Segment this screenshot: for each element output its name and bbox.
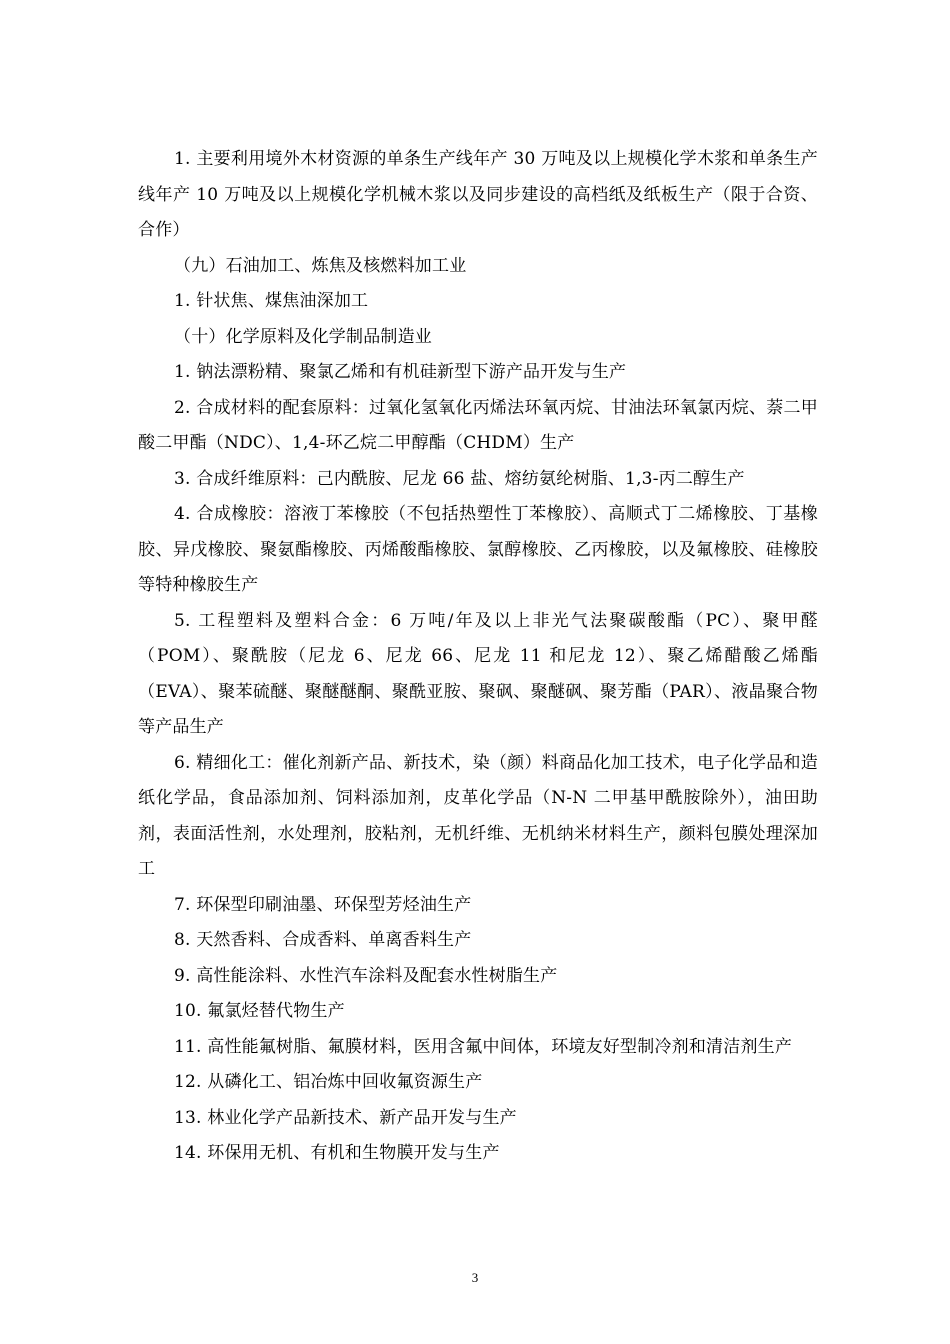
paragraph-synthetic-fiber-feedstock: 3. 合成纤维原料：己内酰胺、尼龙 66 盐、熔纺氨纶树脂、1,3-丙二醇生产 — [174, 468, 745, 489]
paragraph-fragrances: 8. 天然香料、合成香料、单离香料生产 — [174, 930, 472, 950]
paragraph-pulp-paper: 1. 主要利用境外木材资源的单条生产线年产 30 万吨及以上规模化学木浆和单条生产线年产 10 万吨及以上规模化学机械木浆以及同步建设的高档纸及纸板生产（限于合资、合作） — [138, 149, 818, 240]
paragraph-fluoro-resins: 11. 高性能氟树脂、氟膜材料，医用含氟中间体，环境友好型制冷剂和清洁剂生产 — [174, 1036, 793, 1057]
page-number: 3 — [471, 1270, 479, 1285]
paragraph-printing-ink: 7. 环保型印刷油墨、环保型芳烃油生产 — [174, 894, 472, 915]
section-heading-chemicals: （十）化学原料及化学制品制造业 — [174, 326, 432, 347]
section-heading-petroleum: （九）石油加工、炼焦及核燃料加工业 — [174, 255, 467, 276]
paragraph-forestry-chemicals: 13. 林业化学产品新技术、新产品开发与生产 — [174, 1107, 517, 1128]
paragraph-synthetic-material-feedstock: 2. 合成材料的配套原料：过氧化氢氧化丙烯法环氧丙烷、甘油法环氧氯丙烷、萘二甲酸二甲酯（NDC）、1,4-环乙烷二甲醇酯（CHDM）生产 — [138, 397, 818, 453]
paragraph-fine-chemicals: 6. 精细化工：催化剂新产品、新技术，染（颜）料商品化加工技术，电子化学品和造纸化学品，食品添加剂、饲料添加剂，皮革化学品（N-N 二甲基甲酰胺除外），油田助剂，表面活性剂，水处理剂，胶粘剂，无机纤维、无机纳米材料生产，颜料包膜处理深加工 — [138, 752, 818, 879]
paragraph-fluorine-recovery: 12. 从磷化工、铝冶炼中回收氟资源生产 — [174, 1072, 483, 1092]
paragraph-bleaching-powder: 1. 钠法漂粉精、聚氯乙烯和有机硅新型下游产品开发与生产 — [174, 362, 627, 382]
paragraph-membranes: 14. 环保用无机、有机和生物膜开发与生产 — [174, 1143, 500, 1163]
paragraph-engineering-plastics: 5. 工程塑料及塑料合金：6 万吨/年及以上非光气法聚碳酸酯（PC）、聚甲醛（POM）、聚酰胺（尼龙 6、尼龙 66、尼龙 11 和尼龙 12）、聚乙烯醋酸乙烯酯（EVA）、聚苯硫醚、聚醚醚酮、聚酰亚胺、聚砜、聚醚砜、聚芳酯（PAR）、液晶聚合物等产品生产 — [138, 610, 818, 737]
paragraph-coatings: 9. 高性能涂料、水性汽车涂料及配套水性树脂生产 — [174, 965, 558, 986]
paragraph-synthetic-rubber: 4. 合成橡胶：溶液丁苯橡胶（不包括热塑性丁苯橡胶）、高顺式丁二烯橡胶、丁基橡胶、异戊橡胶、聚氨酯橡胶、丙烯酸酯橡胶、氯醇橡胶、乙丙橡胶，以及氟橡胶、硅橡胶等特种橡胶生产 — [138, 504, 818, 595]
document-body — [138, 142, 818, 1172]
paragraph-hcfc-substitutes: 10. 氟氯烃替代物生产 — [174, 1001, 345, 1021]
paragraph-needle-coke: 1. 针状焦、煤焦油深加工 — [174, 291, 369, 311]
